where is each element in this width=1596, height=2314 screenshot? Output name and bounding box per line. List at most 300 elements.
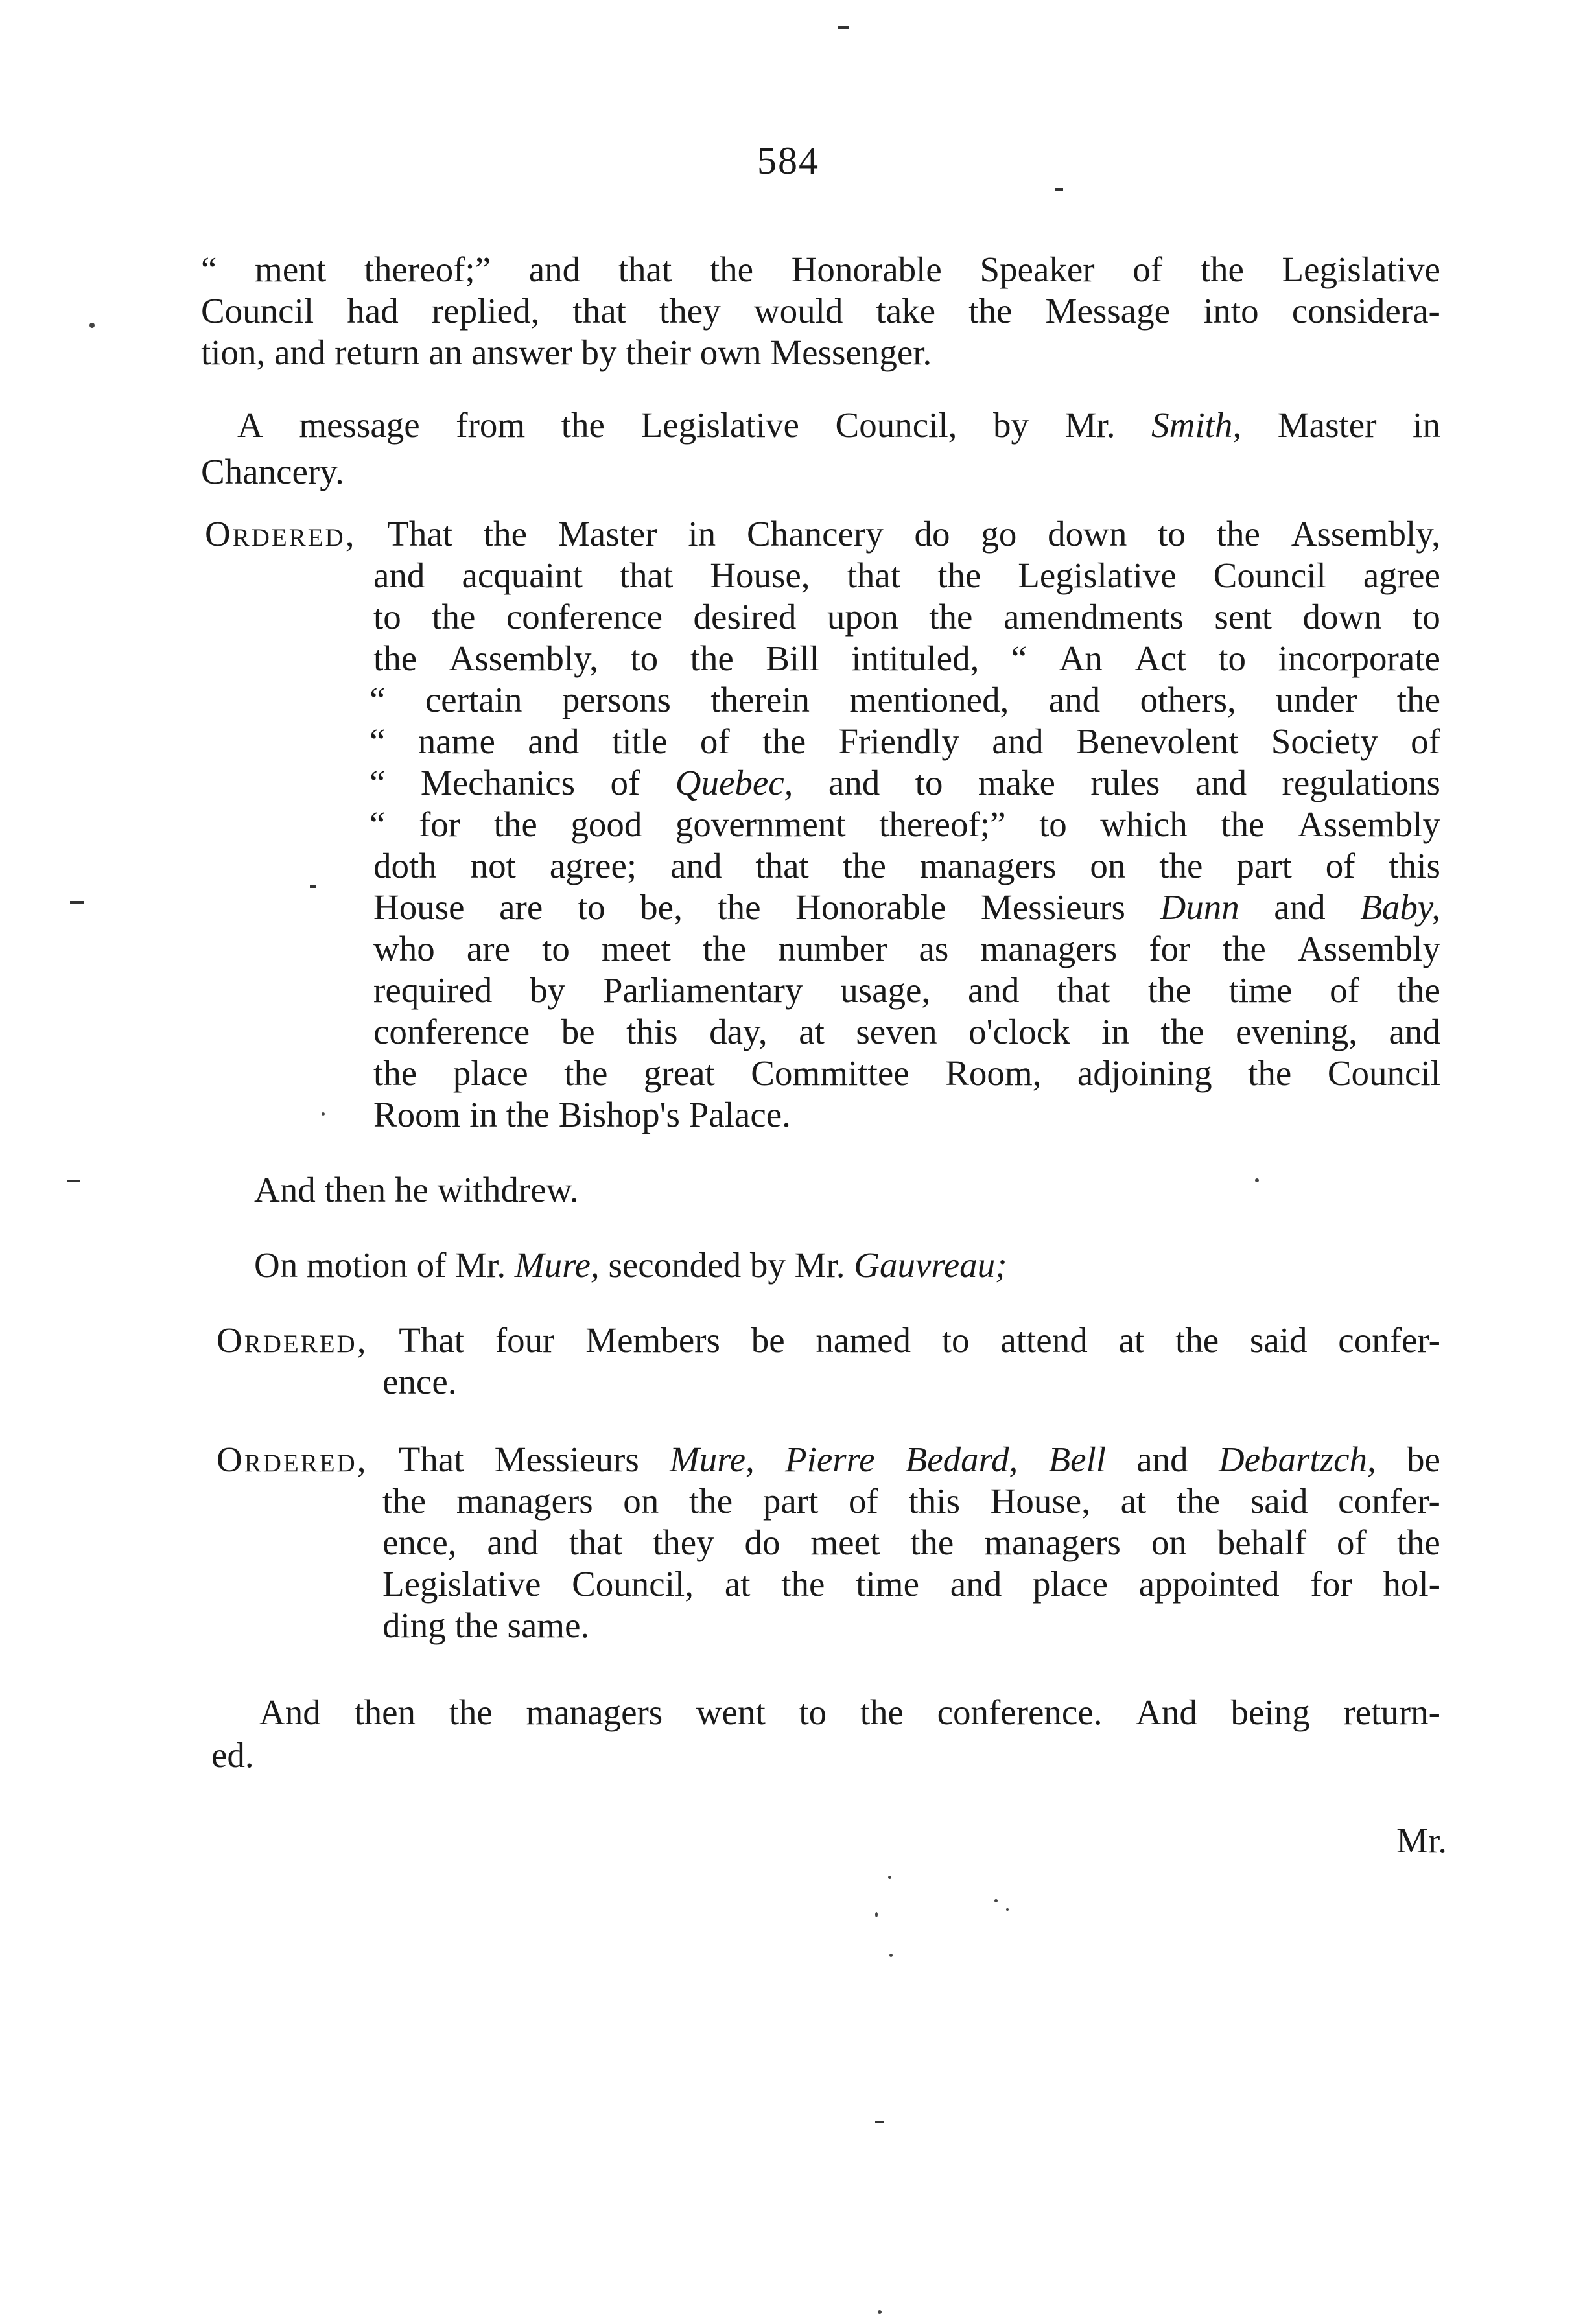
- word: behalf: [1217, 1523, 1307, 1562]
- word: therein: [710, 680, 810, 719]
- word: the: [1200, 250, 1244, 289]
- word: and: [992, 721, 1044, 761]
- word: as: [919, 929, 949, 968]
- word: in: [688, 514, 716, 554]
- word: and: [373, 555, 425, 595]
- word: thereof;”: [364, 250, 491, 289]
- scan-speck: [994, 1899, 998, 1902]
- word: Baby,: [1360, 887, 1440, 927]
- word: seven: [856, 1012, 937, 1051]
- word: managers: [919, 846, 1057, 885]
- text-line: [373, 1014, 1440, 1049]
- word: and: [528, 721, 580, 761]
- word: Dunn: [1160, 887, 1239, 927]
- word: the: [432, 597, 476, 637]
- word: agree: [1363, 555, 1440, 595]
- word: ence,: [382, 1523, 457, 1562]
- word: that: [1057, 970, 1110, 1010]
- scan-speck: [322, 1112, 325, 1116]
- word: ed.: [211, 1735, 254, 1775]
- word: and: [1136, 1440, 1188, 1479]
- text-line: [382, 1566, 1440, 1602]
- word: in: [1101, 1012, 1129, 1051]
- word: considera-: [1291, 291, 1440, 331]
- word: That: [399, 1320, 465, 1360]
- word: conference: [506, 597, 663, 637]
- word: Ordered,: [217, 1320, 368, 1360]
- scan-mark: [838, 26, 849, 29]
- word: the: [1160, 1012, 1204, 1051]
- word: are: [499, 887, 543, 927]
- text-line: [201, 454, 344, 489]
- word: Friendly: [838, 721, 959, 761]
- word: place: [452, 1053, 528, 1093]
- word: they: [652, 1523, 714, 1562]
- word: the: [860, 1692, 904, 1732]
- word: Assembly: [1297, 929, 1440, 968]
- word: regulations: [1282, 763, 1440, 802]
- word: Bill: [766, 638, 819, 678]
- word: intituled,: [851, 638, 980, 678]
- word: name: [417, 721, 495, 761]
- word: ding: [382, 1606, 446, 1645]
- word: Ordered,: [205, 514, 357, 554]
- word: And: [254, 1170, 316, 1210]
- word: the: [506, 1095, 550, 1134]
- word: ment: [255, 250, 327, 289]
- word: the: [1147, 970, 1191, 1010]
- word: Committee: [751, 1053, 909, 1093]
- word: A: [237, 405, 263, 445]
- word: House,: [990, 1481, 1090, 1521]
- word: their: [626, 333, 692, 372]
- word: place: [1032, 1564, 1108, 1604]
- word: Mure,: [669, 1440, 755, 1479]
- word: time: [856, 1564, 920, 1604]
- word: of: [1330, 970, 1359, 1010]
- word: Chancery.: [201, 452, 344, 491]
- word: managers: [526, 1692, 663, 1732]
- word: Ordered,: [217, 1440, 368, 1479]
- word: by: [581, 333, 617, 372]
- word: the: [1396, 970, 1440, 1010]
- scan-mark: [875, 2121, 884, 2123]
- word: be,: [640, 887, 683, 927]
- word: to: [542, 929, 570, 968]
- word: and: [670, 846, 722, 885]
- word: “: [201, 250, 217, 289]
- word: go: [981, 514, 1017, 554]
- word: Act: [1134, 638, 1186, 678]
- word: the: [762, 721, 806, 761]
- word: number: [778, 929, 887, 968]
- word: motion: [306, 1245, 408, 1285]
- word: to: [577, 887, 605, 927]
- word: by: [749, 1245, 786, 1285]
- word: attend: [1000, 1320, 1088, 1360]
- word: the: [703, 929, 747, 968]
- word: Room,: [945, 1053, 1042, 1093]
- word: to: [941, 1320, 970, 1360]
- word: Members: [585, 1320, 720, 1360]
- word: named: [816, 1320, 911, 1360]
- word: would: [753, 291, 843, 331]
- word: managers: [984, 1523, 1121, 1562]
- word: Council: [1213, 555, 1326, 595]
- scan-speck: [89, 323, 95, 328]
- word: of: [610, 763, 640, 802]
- word: be: [561, 1012, 595, 1051]
- word: That: [387, 514, 453, 554]
- word: to: [1218, 638, 1247, 678]
- word: sent: [1214, 597, 1272, 637]
- word: Pierre: [784, 1440, 875, 1479]
- word: great: [643, 1053, 715, 1093]
- word: required: [373, 970, 493, 1010]
- word: the: [688, 1481, 733, 1521]
- word: appointed: [1138, 1564, 1280, 1604]
- word: title: [611, 721, 668, 761]
- text-line: [382, 1364, 457, 1399]
- text-line: [201, 293, 1440, 329]
- word: o'clock: [968, 1012, 1070, 1051]
- word: of: [1325, 846, 1355, 885]
- text-line: [382, 1525, 1440, 1560]
- word: that: [755, 846, 809, 885]
- word: of: [1411, 721, 1440, 761]
- word: own: [699, 333, 762, 372]
- word: mentioned,: [849, 680, 1009, 719]
- word: return: [334, 333, 420, 372]
- word: to: [1039, 804, 1067, 844]
- word: desired: [693, 597, 797, 637]
- text-line: [370, 765, 1440, 801]
- word: by: [993, 405, 1029, 445]
- word: Chancery: [746, 514, 884, 554]
- word: others,: [1140, 680, 1236, 719]
- word: and: [1195, 763, 1247, 802]
- word: take: [876, 291, 936, 331]
- word: and: [1389, 1012, 1440, 1051]
- word: at: [724, 1564, 751, 1604]
- word: answer: [471, 333, 572, 372]
- word: Council: [201, 291, 314, 331]
- word: conference.: [937, 1692, 1103, 1732]
- word: Council,: [572, 1564, 694, 1604]
- word: upon: [827, 597, 898, 637]
- word: they: [659, 291, 721, 331]
- text-line: [370, 682, 1440, 718]
- text-line: [217, 1442, 1440, 1477]
- word: adjoining: [1077, 1053, 1212, 1093]
- word: Smith,: [1151, 405, 1242, 445]
- word: then: [324, 1170, 386, 1210]
- scan-mark: [1055, 188, 1063, 191]
- word: in: [1413, 405, 1440, 445]
- word: the: [449, 1692, 493, 1732]
- word: do: [744, 1523, 780, 1562]
- word: down: [1302, 597, 1382, 637]
- text-line: [382, 1607, 589, 1643]
- word: at: [1118, 1320, 1145, 1360]
- text-line: [201, 251, 1440, 287]
- word: by: [530, 970, 566, 1010]
- word: do: [914, 514, 950, 554]
- word: Mechanics: [420, 763, 576, 802]
- text-line: [373, 931, 1440, 966]
- scan-mark: [67, 1180, 80, 1182]
- word: this: [626, 1012, 678, 1051]
- word: to: [630, 638, 659, 678]
- word: he: [394, 1170, 428, 1210]
- word: then: [354, 1692, 416, 1732]
- text-line: [373, 640, 1440, 676]
- word: managers: [456, 1481, 593, 1521]
- word: the: [717, 887, 761, 927]
- word: confer-: [1338, 1320, 1440, 1360]
- word: good: [570, 804, 642, 844]
- word: government: [675, 804, 846, 844]
- word: time: [1228, 970, 1293, 1010]
- text-line: [254, 1247, 1007, 1283]
- word: the: [910, 1523, 954, 1562]
- word: and: [487, 1523, 539, 1562]
- word: the: [373, 1053, 417, 1093]
- word: of: [849, 1481, 878, 1521]
- word: part: [762, 1481, 819, 1521]
- word: for: [418, 804, 461, 844]
- word: be: [1406, 1440, 1440, 1479]
- word: hol-: [1383, 1564, 1440, 1604]
- text-line: [254, 1172, 579, 1208]
- word: incorporate: [1278, 638, 1440, 678]
- word: Council: [1327, 1053, 1440, 1093]
- word: at: [1120, 1481, 1147, 1521]
- word: Bishop's: [558, 1095, 680, 1134]
- word: meet: [810, 1523, 880, 1562]
- word: on: [623, 1481, 659, 1521]
- word: and: [828, 763, 880, 802]
- catchword: Mr.: [1396, 1821, 1447, 1860]
- text-line: [259, 1694, 1440, 1730]
- word: House: [373, 887, 465, 927]
- word: the: [1396, 680, 1440, 719]
- word: “: [370, 804, 386, 844]
- word: and: [950, 1564, 1002, 1604]
- word: “: [1011, 638, 1027, 678]
- word: Master: [1277, 405, 1377, 445]
- word: for: [1310, 1564, 1352, 1604]
- word: ence.: [382, 1362, 457, 1401]
- word: And: [1136, 1692, 1197, 1732]
- word: “: [370, 763, 386, 802]
- word: certain: [425, 680, 522, 719]
- word: Assembly,: [449, 638, 598, 678]
- word: this: [1389, 846, 1440, 885]
- word: Assembly: [1297, 804, 1440, 844]
- word: the: [1248, 1053, 1292, 1093]
- word: Master: [557, 514, 657, 554]
- text-line: [373, 848, 1440, 883]
- text-line: [373, 1055, 1440, 1091]
- word: the: [1159, 846, 1203, 885]
- word: And: [259, 1692, 321, 1732]
- word: the: [1221, 804, 1265, 844]
- word: that: [618, 250, 672, 289]
- word: that: [619, 555, 674, 595]
- word: Room: [373, 1095, 461, 1134]
- word: Legislative: [1018, 555, 1177, 595]
- word: the: [382, 1481, 427, 1521]
- word: and: [1048, 680, 1101, 719]
- word: to: [1158, 514, 1186, 554]
- word: said: [1250, 1481, 1308, 1521]
- word: Mr.: [794, 1245, 845, 1285]
- scan-speck: [1006, 1908, 1009, 1911]
- word: replied,: [431, 291, 540, 331]
- word: and: [1274, 887, 1326, 927]
- word: the: [1396, 1523, 1440, 1562]
- word: be: [751, 1320, 785, 1360]
- word: Parliamentary: [602, 970, 803, 1010]
- word: of: [699, 721, 730, 761]
- word: said: [1249, 1320, 1308, 1360]
- word: on: [1151, 1523, 1187, 1562]
- word: Messenger.: [770, 333, 932, 372]
- word: the: [454, 1606, 499, 1645]
- word: evening,: [1236, 1012, 1357, 1051]
- word: Palace.: [688, 1095, 791, 1134]
- scan-speck: [888, 1876, 891, 1879]
- word: Gauvreau;: [854, 1245, 1007, 1285]
- word: rules: [1090, 763, 1160, 802]
- scan-mark: [70, 901, 84, 904]
- word: this: [908, 1481, 960, 1521]
- word: Messieurs: [494, 1440, 639, 1479]
- word: Legislative: [1282, 250, 1440, 289]
- word: agree;: [549, 846, 637, 885]
- word: Legislative: [382, 1564, 541, 1604]
- word: the: [781, 1564, 825, 1604]
- word: seconded: [608, 1245, 742, 1285]
- word: the: [690, 638, 734, 678]
- word: to: [373, 597, 401, 637]
- word: for: [1149, 929, 1191, 968]
- word: the: [1222, 929, 1266, 968]
- word: the: [1216, 514, 1260, 554]
- word: tion,: [201, 333, 266, 372]
- text-line: [237, 407, 1440, 443]
- word: that: [572, 291, 626, 331]
- word: went: [696, 1692, 766, 1732]
- word: the: [483, 514, 528, 554]
- word: into: [1203, 291, 1259, 331]
- word: Speaker: [980, 250, 1095, 289]
- word: “: [370, 721, 386, 761]
- word: to: [915, 763, 943, 802]
- word: confer-: [1338, 1481, 1440, 1521]
- word: which: [1100, 804, 1188, 844]
- word: thereof;”: [879, 804, 1006, 844]
- word: withdrew.: [437, 1170, 579, 1210]
- word: Honorable: [791, 250, 942, 289]
- word: from: [456, 405, 526, 445]
- word: had: [347, 291, 399, 331]
- word: message: [299, 405, 420, 445]
- word: the: [564, 1053, 608, 1093]
- word: Mr.: [455, 1245, 506, 1285]
- word: the: [1177, 1481, 1221, 1521]
- word: amendments: [1003, 597, 1184, 637]
- text-line: [373, 557, 1440, 593]
- word: Message: [1045, 291, 1170, 331]
- word: an: [428, 333, 463, 372]
- text-line: [370, 723, 1440, 759]
- word: the: [968, 291, 1013, 331]
- word: doth: [373, 846, 437, 885]
- word: On: [254, 1245, 298, 1285]
- word: under: [1276, 680, 1357, 719]
- word: at: [799, 1012, 825, 1051]
- word: Messieurs: [980, 887, 1125, 927]
- word: that: [569, 1523, 623, 1562]
- word: in: [469, 1095, 497, 1134]
- page-number: 584: [757, 139, 819, 182]
- word: Mure,: [514, 1245, 600, 1285]
- word: the: [937, 555, 981, 595]
- word: Benevolent: [1075, 721, 1239, 761]
- word: are: [466, 929, 510, 968]
- word: Council,: [835, 405, 957, 445]
- scan-speck: [875, 1912, 878, 1917]
- word: Quebec,: [675, 763, 793, 802]
- text-line: [373, 1097, 791, 1132]
- word: the: [709, 250, 754, 289]
- word: of: [416, 1245, 447, 1285]
- word: Legislative: [640, 405, 799, 445]
- scan-mark: [310, 885, 316, 888]
- word: that: [847, 555, 901, 595]
- text-line: [217, 1322, 1440, 1358]
- word: meet: [602, 929, 671, 968]
- word: part: [1236, 846, 1292, 885]
- word: “: [370, 680, 386, 719]
- word: make: [978, 763, 1055, 802]
- word: Honorable: [795, 887, 946, 927]
- word: Bedard,: [905, 1440, 1018, 1479]
- text-line: [205, 516, 1440, 552]
- word: same.: [507, 1606, 590, 1645]
- word: to: [799, 1692, 827, 1732]
- word: of: [1132, 250, 1163, 289]
- word: House,: [710, 555, 810, 595]
- text-line: [211, 1737, 254, 1773]
- word: and: [967, 970, 1020, 1010]
- word: and: [274, 333, 326, 372]
- word: Assembly,: [1291, 514, 1440, 554]
- word: An: [1059, 638, 1103, 678]
- word: not: [470, 846, 516, 885]
- text-line: [201, 334, 932, 370]
- word: of: [1336, 1523, 1367, 1562]
- word: That: [398, 1440, 464, 1479]
- scan-speck: [1255, 1178, 1259, 1182]
- word: being: [1230, 1692, 1310, 1732]
- text-line: [370, 806, 1440, 842]
- word: return-: [1343, 1692, 1440, 1732]
- text-line: [373, 599, 1440, 635]
- word: the: [373, 638, 417, 678]
